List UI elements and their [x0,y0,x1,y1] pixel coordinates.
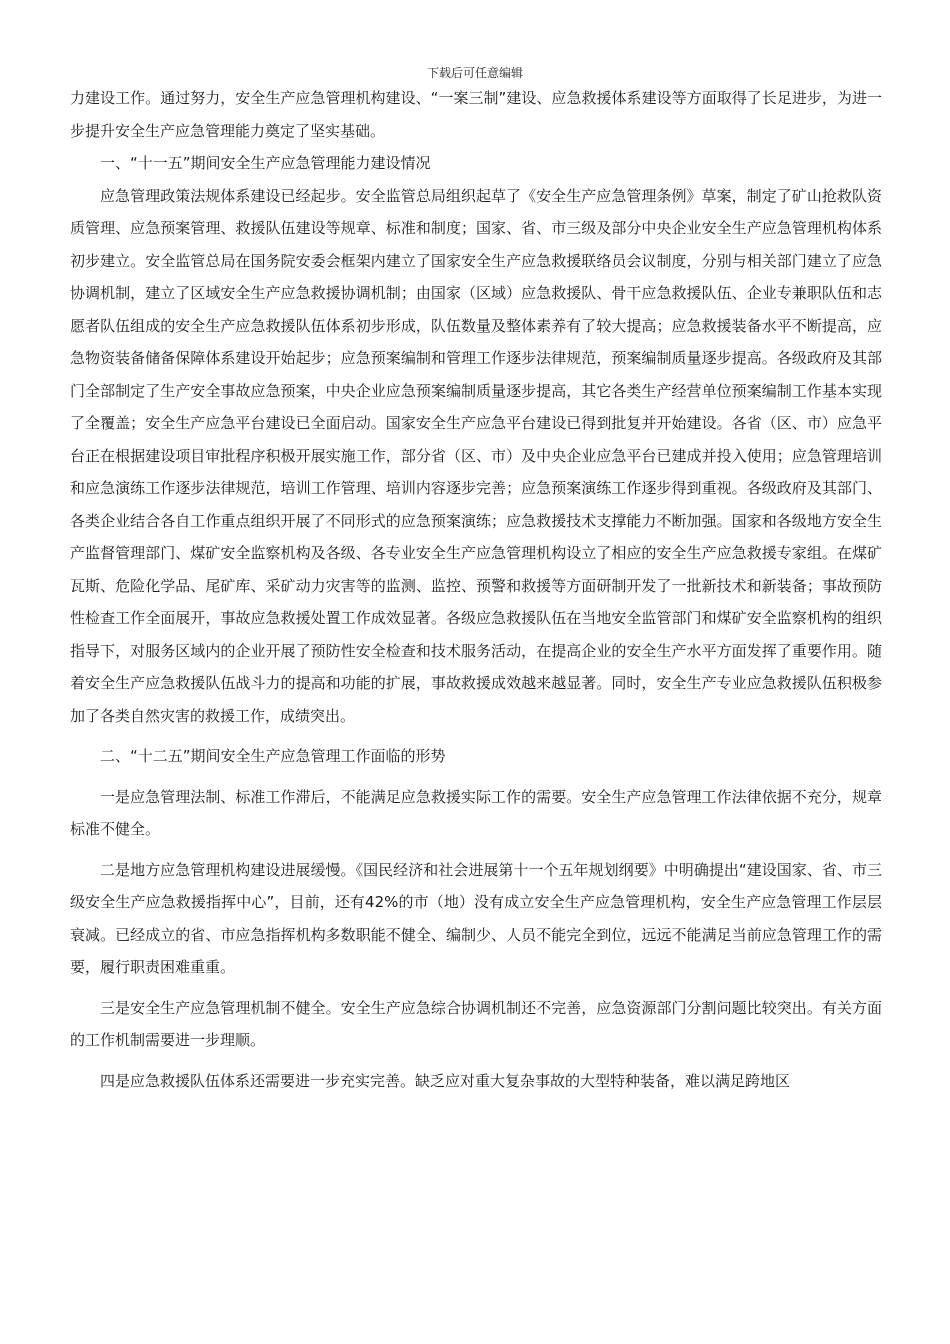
paragraph-continuation: 力建设工作。通过努力，安全生产应急管理机构建设、“一案三制”建设、应急救援体系建设等方面取得了长足进步，为进一步提升安全生产应急管理能力奠定了坚实基础。 [70,89,882,140]
paragraph-point-3: 三是安全生产应急管理机制不健全。安全生产应急综合协调机制还不完善，应急资源部门分割问题比较突出。有关方面的工作机制需要进一步理顺。 [70,998,882,1049]
section-heading-2: 二、“十二五”期间安全生产应急管理工作面临的形势 [100,747,446,765]
section-heading-1: 一、“十一五”期间安全生产应急管理能力建设情况 [100,154,431,172]
paragraph-point-2: 二是地方应急管理机构建设进展缓慢。《国民经济和社会进展第十一个五年规划纲要》中明确提出“建设国家、省、市三级安全生产应急救援指挥中心”，目前，还有42%的市（地）没有成立安全生产应急管理机构，安全生产应急管理工作层层衰减。已经成立的省、市应急指挥机构多数职能不健全、编制少、人员不能完全到位，远远不能满足当前应急管理工作的需要，履行职责困难重重。 [70,860,882,976]
document-body [70,82,882,1097]
header-note: 下载后可任意编辑 [426,66,523,80]
paragraph-point-1: 一是应急管理法制、标准工作滞后，不能满足应急救援实际工作的需要。安全生产应急管理工作法律依据不充分，规章标准不健全。 [70,787,882,838]
paragraph-point-4: 四是应急救援队伍体系还需要进一步充实完善。缺乏应对重大复杂事故的大型特种装备，难以满足跨地区 [100,1071,791,1090]
paragraph-capacity-building: 应急管理政策法规体系建设已经起步。安全监管总局组织起草了《安全生产应急管理条例》草案，制定了矿山抢救队资质管理、应急预案管理、救援队伍建设等规章、标准和制度；国家、省、市三级及部分中央企业安全生产应急管理机构体系初步建立。安全监管总局在国务院安委会框架内建立了国家安全生产应急救援联络员会议制度，分别与相关部门建立了应急协调机制，建立了区域安全生产应急救援协调机制；由国家（区域）应急救援队、骨干应急救援队伍、企业专兼职队伍和志愿者队伍组成的安全生产应急救援队伍体系初步形成，队伍数量及整体素养有了较大提高；应急救援装备水平不断提高，应急物资装备储备保障体系建设开始起步；应急预案编制和管理工作逐步法律规范，预案编制质量逐步提高。各级政府及其部门全部制定了生产安全事故应急预案，中央企业应急预案编制质量逐步提高，其它各类生产经营单位预案编制工作基本实现了全覆盖；安全生产应急平台建设已全面启动。国家安全生产应急平台建设已得到批复并开始建设。各省（区、市）应急平台正在根据建设项目审批程序积极开展实施工作，部分省（区、市）及中央企业应急平台已建成并投入使用；应急管理培训和应急演练工作逐步法律规范，培训工作管理、培训内容逐步完善；应急预案演练工作逐步得到重视。各级政府及其部门、各类企业结合各自工作重点组织开展了不同形式的应急预案演练；应急救援技术支撑能力不断加强。国家和各级地方安全生产监督管理部门、煤矿安全监察机构及各级、各专业安全生产应急管理机构设立了相应的安全生产应急救援专家组。在煤矿瓦斯、危险化学品、尾矿库、采矿动力灾害等的监测、监控、预警和救援等方面研制开发了一批新技术和新装备；事故预防性检查工作全面展开，事故应急救援处置工作成效显著。各级应急救援队伍在当地安全监管部门和煤矿安全监察机构的组织指导下，对服务区域内的企业开展了预防性安全检查和技术服务活动，在提高企业的安全生产水平方面发挥了重要作用。随着安全生产应急救援队伍战斗力的提高和功能的扩展，事故救援成效越来越显著。同时，安全生产专业应急救援队伍积极参加了各类自然灾害的救援工作，成绩突出。 [70,186,882,725]
